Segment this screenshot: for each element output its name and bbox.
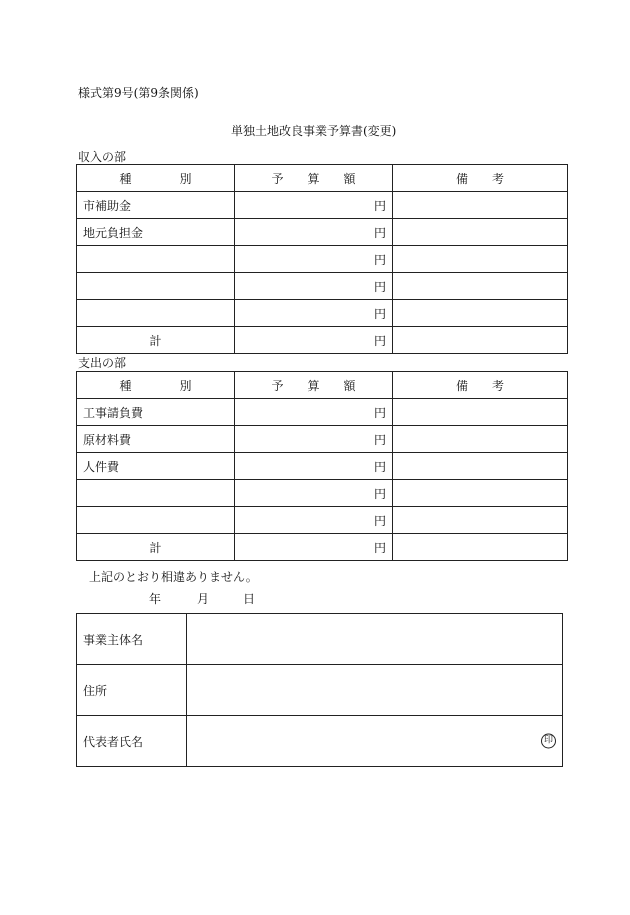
expense-category[interactable] (77, 507, 235, 534)
budget-header: 予 算 額 (235, 165, 393, 192)
entity-name-label: 事業主体名 (77, 614, 187, 665)
income-category[interactable] (77, 300, 235, 327)
address-label: 住所 (77, 665, 187, 716)
income-header-row (77, 165, 568, 192)
expense-category[interactable]: 工事請負費 (77, 399, 235, 426)
entity-name-field[interactable] (187, 614, 563, 665)
category-header: 種 別 (77, 165, 235, 192)
income-total-row (77, 327, 568, 354)
expense-total-label: 計 (77, 534, 235, 561)
income-category[interactable] (77, 246, 235, 273)
table-row (77, 192, 568, 219)
expense-amount[interactable]: 円 (235, 453, 393, 480)
income-remarks[interactable] (393, 246, 568, 273)
income-amount[interactable]: 円 (235, 273, 393, 300)
expense-remarks[interactable] (393, 399, 568, 426)
income-category[interactable]: 地元負担金 (77, 219, 235, 246)
expense-total-amount[interactable]: 円 (235, 534, 393, 561)
expense-remarks[interactable] (393, 453, 568, 480)
income-remarks[interactable] (393, 273, 568, 300)
expense-remarks[interactable] (393, 426, 568, 453)
expense-category[interactable] (77, 480, 235, 507)
income-table (76, 164, 568, 354)
remarks-header: 備 考 (393, 165, 568, 192)
income-category[interactable] (77, 273, 235, 300)
signature-table (76, 613, 563, 767)
signature-row (77, 614, 563, 665)
expense-remarks[interactable] (393, 507, 568, 534)
date-month-label: 月 (197, 592, 210, 606)
income-remarks[interactable] (393, 300, 568, 327)
table-row (77, 480, 568, 507)
seal-mark: 印 (541, 734, 556, 749)
income-amount[interactable]: 円 (235, 192, 393, 219)
expense-table (76, 371, 568, 561)
representative-name-label: 代表者氏名 (77, 716, 187, 767)
income-total-label: 計 (77, 327, 235, 354)
expense-category[interactable]: 人件費 (77, 453, 235, 480)
category-header: 種 別 (77, 372, 235, 399)
declaration-text: 上記のとおり相違ありません。 (89, 570, 258, 584)
income-amount[interactable]: 円 (235, 246, 393, 273)
expense-amount[interactable]: 円 (235, 480, 393, 507)
expense-amount[interactable]: 円 (235, 399, 393, 426)
income-amount[interactable]: 円 (235, 300, 393, 327)
table-row (77, 246, 568, 273)
expense-category[interactable]: 原材料費 (77, 426, 235, 453)
expense-header-row (77, 372, 568, 399)
remarks-header: 備 考 (393, 372, 568, 399)
income-category[interactable]: 市補助金 (77, 192, 235, 219)
table-row (77, 273, 568, 300)
expense-section-label: 支出の部 (78, 356, 127, 370)
table-row (77, 399, 568, 426)
signature-row (77, 716, 563, 767)
table-row (77, 507, 568, 534)
income-remarks[interactable] (393, 192, 568, 219)
expense-total-row (77, 534, 568, 561)
table-row (77, 453, 568, 480)
expense-amount[interactable]: 円 (235, 426, 393, 453)
document-title: 単独土地改良事業予算書(変更) (231, 124, 397, 138)
income-remarks[interactable] (393, 219, 568, 246)
date-year-label: 年 (149, 592, 162, 606)
income-section-label: 収入の部 (78, 150, 127, 164)
address-field[interactable] (187, 665, 563, 716)
expense-remarks[interactable] (393, 480, 568, 507)
form-number: 様式第9号(第9条関係) (78, 86, 199, 100)
representative-name-field[interactable] (187, 716, 563, 767)
signature-row (77, 665, 563, 716)
income-amount[interactable]: 円 (235, 219, 393, 246)
table-row (77, 426, 568, 453)
date-day-label: 日 (243, 592, 256, 606)
expense-amount[interactable]: 円 (235, 507, 393, 534)
income-total-remarks[interactable] (393, 327, 568, 354)
income-total-amount[interactable]: 円 (235, 327, 393, 354)
table-row (77, 300, 568, 327)
expense-total-remarks[interactable] (393, 534, 568, 561)
budget-header: 予 算 額 (235, 372, 393, 399)
table-row (77, 219, 568, 246)
